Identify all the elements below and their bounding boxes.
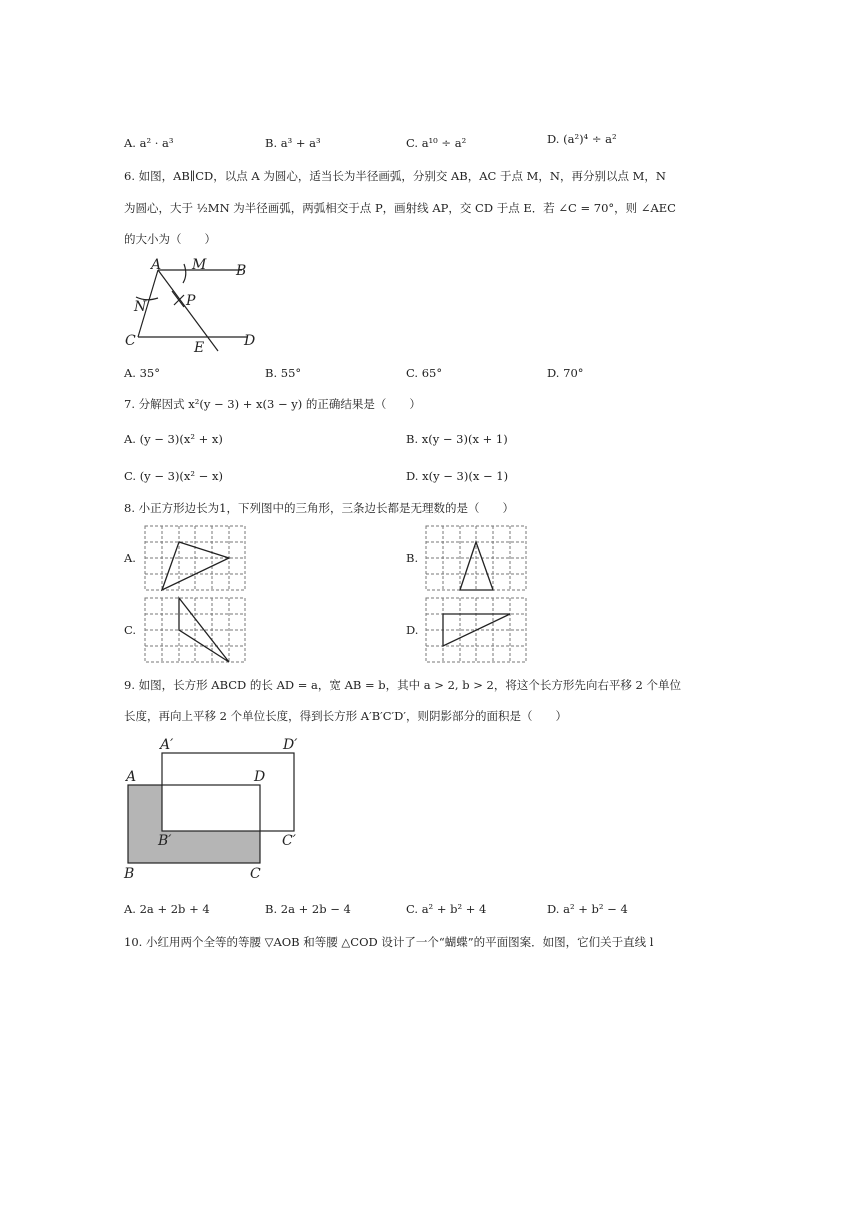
q6-option-d: D. 70° (547, 366, 584, 380)
label-b: B (236, 263, 247, 279)
label-a: A (151, 257, 162, 273)
label-c: C (125, 333, 136, 349)
ray-ap (158, 270, 218, 351)
q9-stem-line2: 长度，再向上平移 2 个单位长度，得到长方形 A′B′C′D′，则阴影部分的面积是（ ） (124, 709, 567, 723)
q6-option-c: C. 65° (406, 366, 443, 380)
shaded-region (128, 785, 260, 863)
q7-option-c: C. (y − 3)(x² − x) (124, 469, 223, 483)
q6-stem-line1: 6. 如图，AB∥CD，以点 A 为圆心，适当长为半径画弧，分别交 AB，AC 于点 M，N，再分别以点 M，N (124, 169, 666, 183)
q9-stem-line1: 9. 如图，长方形 ABCD 的长 AD = a，宽 AB = b，其中 a > 2, b > 2，将这个长方形先向右平移 2 个单位 (124, 678, 681, 692)
label-a: A (126, 769, 137, 785)
q6-stem-line2: 为圆心，大于 ½MN 为半径画弧，两弧相交于点 P，画射线 AP，交 CD 于点 E．若 ∠C = 70°，则 ∠AEC (124, 201, 676, 215)
q7-stem: 7. 分解因式 x²(y − 3) + x(3 − y) 的正确结果是（ ） (124, 397, 421, 411)
q5-option-c: C. a¹⁰ ÷ a² (406, 136, 467, 150)
label-b: B (124, 866, 135, 882)
q9-option-a: A. 2a + 2b + 4 (124, 902, 210, 916)
label-d: D (244, 333, 256, 349)
label-d1: D′ (283, 737, 298, 753)
q8-grid-a (142, 523, 248, 593)
q5-option-b: B. a³ + a³ (265, 136, 321, 150)
label-m: M (192, 257, 207, 273)
q10-stem-line1: 10. 小红用两个全等的等腰 ▽AOB 和等腰 △COD 设计了一个“蝴蝶”的平面图案．如图，它们关于直线 l (124, 935, 654, 949)
q7-option-a: A. (y − 3)(x² + x) (124, 432, 223, 446)
label-c: C (250, 866, 261, 882)
q5-option-d: D. (a²)⁴ ÷ a² (547, 132, 617, 146)
q8-option-c: C. (124, 623, 137, 637)
q9-option-c: C. a² + b² + 4 (406, 902, 487, 916)
q9-option-b: B. 2a + 2b − 4 (265, 902, 351, 916)
label-n: N (134, 299, 147, 315)
label-d: D (254, 769, 266, 785)
q9-figure (116, 735, 316, 885)
arc-m (183, 264, 186, 283)
q8-option-b: B. (406, 551, 419, 565)
q6-option-a: A. 35° (124, 366, 160, 380)
q7-option-d: D. x(y − 3)(x − 1) (406, 469, 509, 483)
q8-grid-b (423, 523, 529, 593)
label-b1: B′ (158, 833, 172, 849)
label-e: E (194, 340, 205, 356)
q7-option-b: B. x(y − 3)(x + 1) (406, 432, 508, 446)
rect-a1b1c1d1 (162, 753, 294, 831)
q8-option-d: D. (406, 623, 419, 637)
label-p: P (186, 293, 196, 309)
label-c1: C′ (282, 833, 296, 849)
q8-stem: 8. 小正方形边长为1，下列图中的三角形，三条边长都是无理数的是（ ） (124, 501, 514, 515)
q5-option-a: A. a² · a³ (124, 136, 174, 150)
q6-option-b: B. 55° (265, 366, 302, 380)
q6-figure (120, 255, 270, 355)
q6-stem-line3: 的大小为（ ） (124, 232, 216, 246)
q9-option-d: D. a² + b² − 4 (547, 902, 628, 916)
q8-grid-d (423, 595, 529, 665)
q8-option-a: A. (124, 551, 136, 565)
label-a1: A′ (160, 737, 174, 753)
q8-grid-c (142, 595, 248, 665)
